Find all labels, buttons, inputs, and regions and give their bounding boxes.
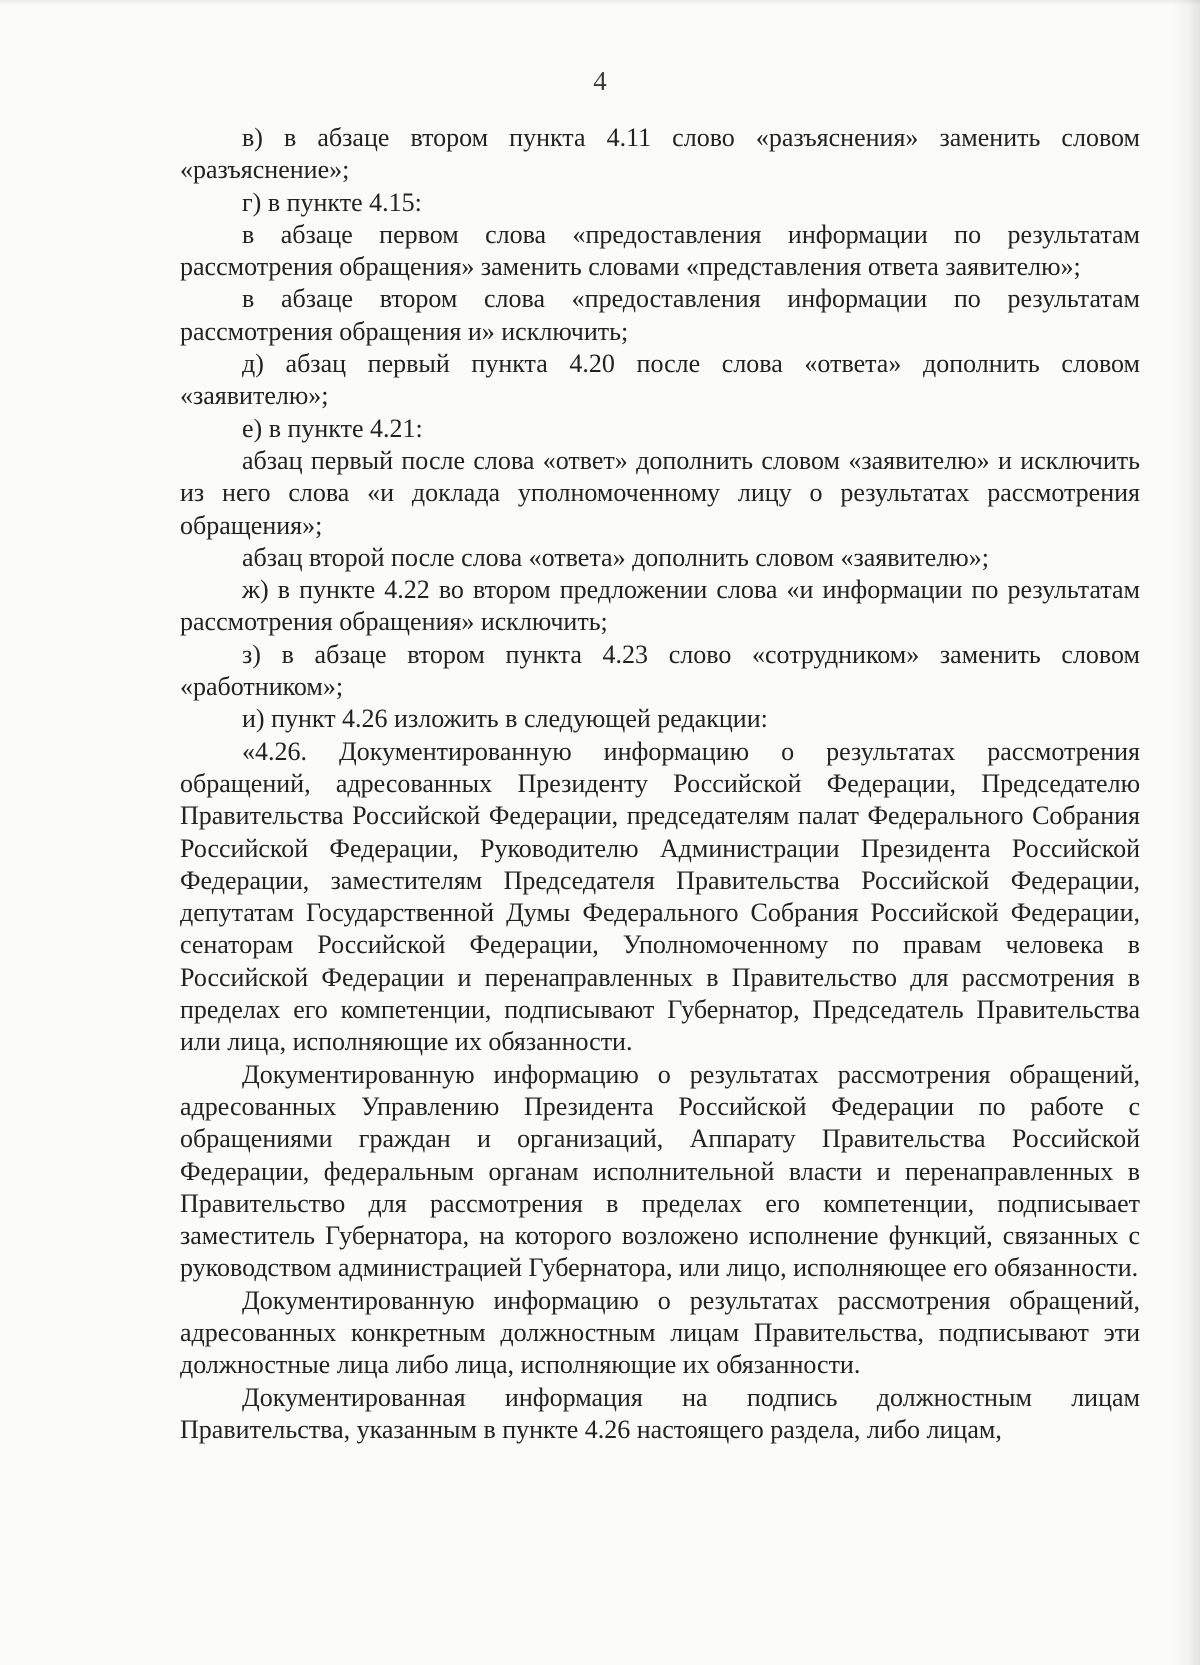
paragraph: в абзаце втором слова «предоставления информации по результатам рассмотрения обращения и» исключить; <box>180 284 1140 346</box>
paragraph: Документированную информацию о результатах рассмотрения обращений, адресованных конкретным должностным лицам Правительства, подписывают эти должностные лица либо лица, исполняющие их обязанности. <box>180 1285 1140 1380</box>
paragraph: з) в абзаце втором пункта 4.23 слово «сотрудником» заменить словом «работником»; <box>180 639 1140 702</box>
paragraph: Документированная информация на подпись должностным лицам Правительства, указанным в пункте 4.26 настоящего раздела, либо лицам, <box>180 1382 1140 1444</box>
paragraph: г) в пункте 4.15: <box>242 187 422 217</box>
scan-edge-right <box>1172 0 1200 1665</box>
paragraph: и) пункт 4.26 изложить в следующей редакции: <box>242 704 768 734</box>
paragraph: в) в абзаце втором пункта 4.11 слово «разъяснения» заменить словом «разъяснение»; <box>180 123 1140 185</box>
paragraph: д) абзац первый пункта 4.20 после слова «ответа» дополнить словом «заявителю»; <box>180 349 1140 411</box>
paragraph: абзац первый после слова «ответ» дополнить словом «заявителю» и исключить из него слова «и доклада уполномоченному лицу о результатах рассмотрения обращения»; <box>180 445 1140 540</box>
scan-edge-top <box>0 0 1200 6</box>
paragraph: абзац второй после слова «ответа» дополнить словом «заявителю»; <box>242 542 989 572</box>
paragraph: в абзаце первом слова «предоставления информации по результатам рассмотрения обращения» заменить словами «представления ответа заявителю»; <box>180 219 1140 282</box>
paragraph: «4.26. Документированную информацию о результатах рассмотрения обращений, адресованных Президенту Российской Федерации, Председателю Правительства Российской Федерации, председателям палат Федерального Собрания Российской Федерации, Руководителю Администрации Президента Российской Федерации, заместителям Председателя Правительства Российской Федерации, депутатам Государственной Думы Федерального Собрания Российской Федерации, сенаторам Российской Федерации, Уполномоченному по правам человека в Российской Федерации и перенаправленных в Правительство для рассмотрения в пределах его компетенции, подписывают Губернатор, Председатель Правительства или лица, исполняющие их обязанности. <box>180 736 1140 1057</box>
document-body <box>180 122 1140 1446</box>
paragraph: ж) в пункте 4.22 во втором предложении слова «и информации по результатам рассмотрения обращения» исключить; <box>180 575 1140 637</box>
paragraph: Документированную информацию о результатах рассмотрения обращений, адресованных Управлению Президента Российской Федерации по работе с обращениями граждан и организаций, Аппарату Правительства Российской Федерации, федеральным органам исполнительной власти и перенаправленных в Правительство для рассмотрения в пределах его компетенции, подписывает заместитель Губернатора, на которого возложено исполнение функций, связанных с руководством администрацией Губернатора, или лицо, исполняющее его обязанности. <box>180 1059 1140 1283</box>
paragraph: е) в пункте 4.21: <box>242 413 423 443</box>
page-number: 4 <box>593 66 607 96</box>
